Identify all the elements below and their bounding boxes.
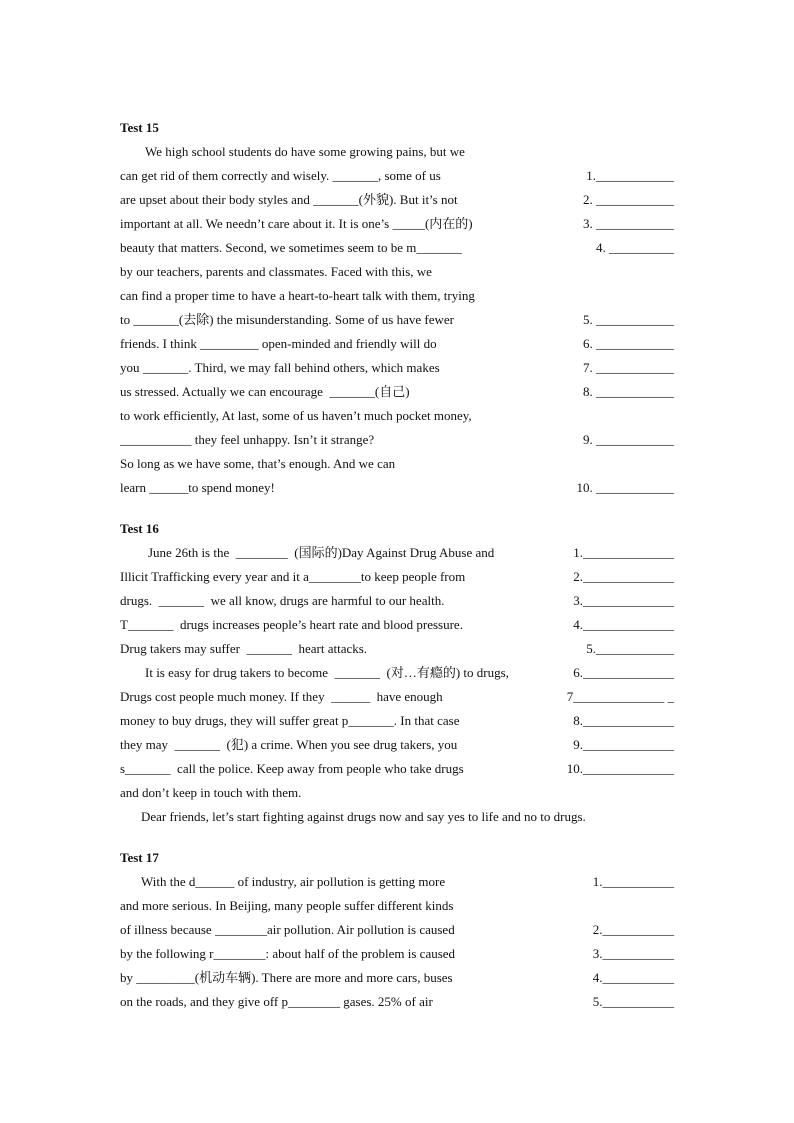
line-text: are upset about their body styles and _______(外貌). But it’s not	[120, 192, 458, 207]
answer-blank: 5. ____________	[583, 312, 674, 327]
line-text: us stressed. Actually we can encourage _______(自己)	[120, 384, 410, 399]
text-line	[120, 637, 674, 661]
answer-blank: 1.______________	[573, 545, 674, 560]
text-line	[120, 452, 674, 476]
text-line	[120, 589, 674, 613]
line-text: Dear friends, let’s start fighting against drugs now and say yes to life and no to drugs.	[141, 809, 586, 824]
line-text: to work efficiently, At last, some of us haven’t much pocket money,	[120, 408, 472, 423]
line-text: With the d______ of industry, air pollution is getting more	[141, 874, 446, 889]
answer-blank: 5.___________	[592, 994, 674, 1009]
answer-blank: 2.___________	[592, 922, 674, 937]
text-line	[120, 284, 674, 308]
text-line	[120, 942, 674, 966]
test-15-section	[120, 116, 674, 500]
section-title: Test 16	[120, 521, 159, 536]
text-line	[120, 260, 674, 284]
answer-blank: 3. ____________	[583, 216, 674, 231]
line-text: We high school students do have some growing pains, but we	[145, 144, 465, 159]
line-text: money to buy drugs, they will suffer great p_______. In that case	[120, 713, 460, 728]
answer-blank: 7______________ _	[566, 689, 674, 704]
line-text: can find a proper time to have a heart-to-heart talk with them, trying	[120, 288, 475, 303]
text-line	[120, 476, 674, 500]
line-text: June 26th is the ________ (国际的)Day Against Drug Abuse and	[148, 545, 495, 560]
text-line	[120, 685, 674, 709]
test-16-section	[120, 517, 674, 829]
line-text: learn ______to spend money!	[120, 480, 275, 495]
text-line	[120, 356, 674, 380]
line-text: you _______. Third, we may fall behind others, which makes	[120, 360, 440, 375]
line-text: by _________(机动车辆). There are more and more cars, buses	[120, 970, 453, 985]
answer-blank: 1.___________	[592, 874, 674, 889]
line-text: T_______ drugs increases people’s heart rate and blood pressure.	[120, 617, 463, 632]
text-line	[120, 661, 674, 685]
line-text: by our teachers, parents and classmates. Faced with this, we	[120, 264, 432, 279]
line-text: they may _______ (犯) a crime. When you see drug takers, you	[120, 737, 458, 752]
line-text: Drugs cost people much money. If they ______ have enough	[120, 689, 443, 704]
answer-blank: 2. ____________	[583, 192, 674, 207]
line-text: drugs. _______ we all know, drugs are harmful to our health.	[120, 593, 445, 608]
line-text: of illness because ________air pollution. Air pollution is caused	[120, 922, 455, 937]
line-text: ___________ they feel unhappy. Isn’t it strange?	[120, 432, 375, 447]
test-17-section	[120, 846, 674, 1014]
line-text: beauty that matters. Second, we sometimes seem to be m_______	[120, 240, 462, 255]
text-line	[120, 805, 674, 829]
line-text: and don’t keep in touch with them.	[120, 785, 302, 800]
line-text: to _______(去除) the misunderstanding. Some of us have fewer	[120, 312, 454, 327]
answer-blank: 6.______________	[573, 665, 674, 680]
text-line	[120, 709, 674, 733]
text-line	[120, 308, 674, 332]
line-text: important at all. We needn’t care about it. It is one’s _____(内在的)	[120, 216, 473, 231]
text-line	[120, 380, 674, 404]
line-text: friends. I think _________ open-minded and friendly will do	[120, 336, 437, 351]
text-line	[120, 428, 674, 452]
text-line	[120, 966, 674, 990]
text-line	[120, 757, 674, 781]
text-line	[120, 733, 674, 757]
text-line	[120, 918, 674, 942]
answer-blank: 10. ____________	[576, 480, 674, 495]
answer-blank: 7. ____________	[583, 360, 674, 375]
answer-blank: 6. ____________	[583, 336, 674, 351]
answer-blank: 3.___________	[592, 946, 674, 961]
text-line	[120, 140, 674, 164]
answer-blank: 8.______________	[573, 713, 674, 728]
text-line	[120, 565, 674, 589]
text-line	[120, 541, 674, 565]
line-text: Drug takers may suffer _______ heart attacks.	[120, 641, 368, 656]
section-title: Test 15	[120, 120, 159, 135]
line-text: on the roads, and they give off p________ gases. 25% of air	[120, 994, 433, 1009]
answer-blank: 10.______________	[566, 761, 674, 776]
answer-blank: 4.______________	[573, 617, 674, 632]
line-text: and more serious. In Beijing, many people suffer different kinds	[120, 898, 454, 913]
text-line	[120, 332, 674, 356]
text-line	[120, 404, 674, 428]
text-line	[120, 613, 674, 637]
answer-blank: 4. __________	[596, 240, 674, 255]
text-line	[120, 870, 674, 894]
line-text: can get rid of them correctly and wisely. _______, some of us	[120, 168, 441, 183]
text-line	[120, 164, 674, 188]
line-text: Illicit Trafficking every year and it a________to keep people from	[120, 569, 466, 584]
answer-blank: 3.______________	[573, 593, 674, 608]
line-text: s_______ call the police. Keep away from people who take drugs	[120, 761, 464, 776]
text-line	[120, 781, 674, 805]
line-text: So long as we have some, that’s enough. And we can	[120, 456, 396, 471]
answer-blank: 1.____________	[586, 168, 674, 183]
answer-blank: 9.______________	[573, 737, 674, 752]
text-line	[120, 236, 674, 260]
section-title: Test 17	[120, 850, 159, 865]
answer-blank: 9. ____________	[583, 432, 674, 447]
text-line	[120, 212, 674, 236]
text-line	[120, 188, 674, 212]
line-text: by the following r________: about half of the problem is caused	[120, 946, 456, 961]
answer-blank: 4.___________	[592, 970, 674, 985]
text-line	[120, 990, 674, 1014]
answer-blank: 2.______________	[573, 569, 674, 584]
answer-blank: 8. ____________	[583, 384, 674, 399]
answer-blank: 5.____________	[586, 641, 674, 656]
text-line	[120, 894, 674, 918]
line-text: It is easy for drug takers to become _______ (对…有瘾的) to drugs,	[145, 665, 509, 680]
